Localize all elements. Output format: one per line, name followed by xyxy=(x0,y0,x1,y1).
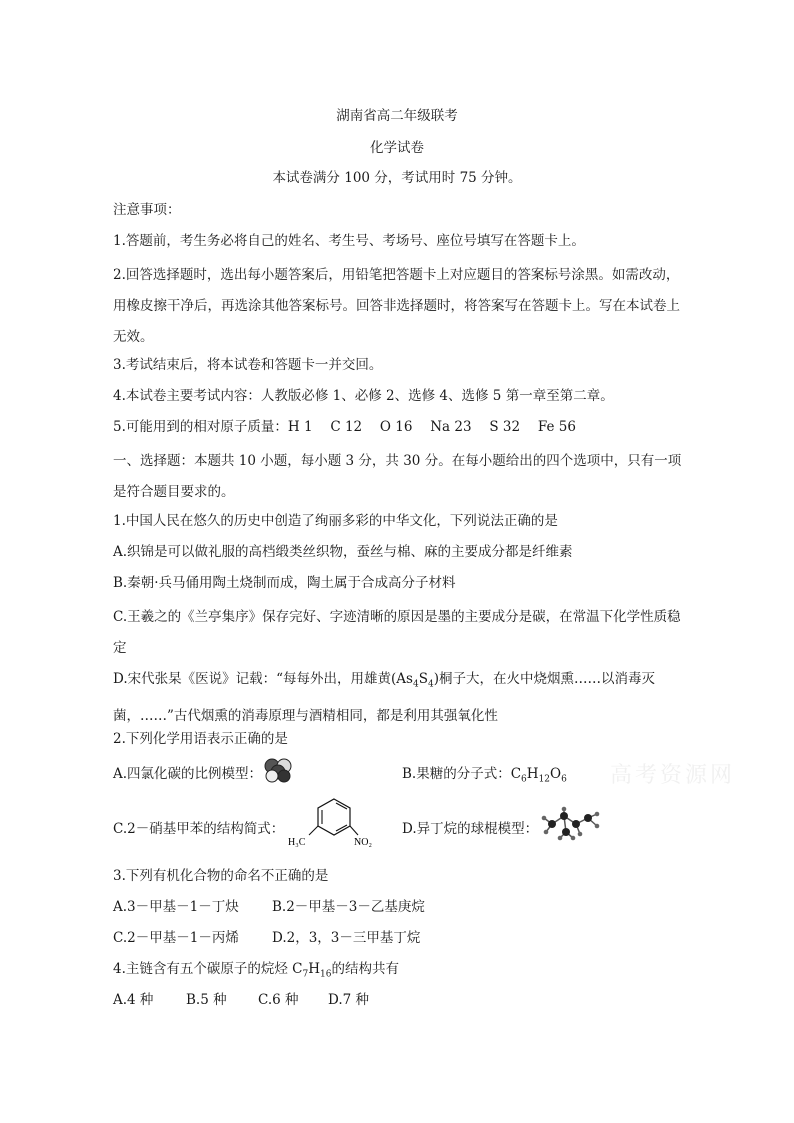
isobutane-ball-stick-model xyxy=(540,806,602,842)
q4-stem: 4.主链含有五个碳原子的烷烃 $C_7H_{16}$的结构共有 xyxy=(113,961,399,980)
q3-option-c: C.2－甲基－1－丙烯 xyxy=(113,930,239,946)
exam-title: 湖南省高二年级联考 xyxy=(336,108,458,124)
q3-option-a: A.3－甲基－1－丁炔 xyxy=(113,899,239,915)
q2-option-d: D.异丁烷的球棍模型： xyxy=(402,821,539,837)
q1-option-d: D.宋代张杲《医说》记载：“每每外出，用雄黄$(As_4S_4)$桐子大，在火中烧烟熏……以消毒灭菌，……”古代烟熏的消毒原理与酒精相同，都是利用其强氧化性 xyxy=(113,671,655,724)
no2-label: NO₂ xyxy=(354,837,372,848)
q3-stem: 3.下列有机化合物的命名不正确的是 xyxy=(113,868,329,884)
notice-heading: 注意事项： xyxy=(113,202,181,218)
q2-option-c: C.2－硝基甲苯的结构简式： xyxy=(113,821,285,837)
exam-subject: 化学试卷 xyxy=(370,140,424,156)
exam-info: 本试卷满分 100 分，考试用时 75 分钟。 xyxy=(272,170,522,186)
notice-item-1: 1.答题前，考生务必将自己的姓名、考生号、考场号、座位号填写在答题卡上。 xyxy=(113,233,585,249)
nitrotoluene-structure xyxy=(282,795,382,853)
watermark: 高考资源网 xyxy=(610,763,736,788)
q3-option-b: B.2－甲基－3－乙基庚烷 xyxy=(272,899,425,915)
notice-item-4: 4.本试卷主要考试内容：人教版必修 1、必修 2、选修 4、选修 5 第一章至第二章。 xyxy=(113,388,614,404)
q1-option-b: B.秦朝·兵马俑用陶土烧制而成，陶土属于合成高分子材料 xyxy=(113,575,456,591)
q4-option-d: D.7 种 xyxy=(328,992,370,1008)
q4-option-b: B.5 种 xyxy=(186,992,227,1008)
q1-option-c: C.王羲之的《兰亭集序》保存完好、字迹清晰的原因是墨的主要成分是碳，在常温下化学性质稳定 xyxy=(113,609,681,656)
q2-option-b: B.果糖的分子式：$C_6H_{12}O_6$ xyxy=(402,766,567,785)
q3-option-d: D.2，3，3－三甲基丁烷 xyxy=(272,930,421,946)
notice-item-3: 3.考试结束后，将本试卷和答题卡一并交回。 xyxy=(113,357,383,373)
q4-option-c: C.6 种 xyxy=(258,992,299,1008)
notice-item-5: 5.可能用到的相对原子质量：H 1 C 12 O 16 Na 23 S 32 Fe 56 xyxy=(113,419,576,435)
q2-option-a: A.四氯化碳的比例模型： xyxy=(113,766,263,782)
section-1-title: 一、选择题：本题共 10 小题，每小题 3 分，共 30 分。在每小题给出的四个选项中，只有一项是符合题目要求的。 xyxy=(113,453,682,500)
notice-item-2: 2.回答选择题时，选出每小题答案后，用铅笔把答题卡上对应题目的答案标号涂黑。如需改动，用橡皮擦干净后，再选涂其他答案标号。回答非选择题时，将答案写在答题卡上。写在本试卷上无效。 xyxy=(113,267,680,345)
q1-stem: 1.中国人民在悠久的历史中创造了绚丽多彩的中华文化，下列说法正确的是 xyxy=(113,513,558,529)
ccl4-space-filling-model xyxy=(262,757,296,783)
q1-option-a: A.织锦是可以做礼服的高档缎类丝织物，蚕丝与棉、麻的主要成分都是纤维素 xyxy=(113,544,573,560)
ch3-label: H₃C xyxy=(288,837,306,848)
q2-stem: 2.下列化学用语表示正确的是 xyxy=(113,731,288,747)
q4-option-a: A.4 种 xyxy=(113,992,154,1008)
